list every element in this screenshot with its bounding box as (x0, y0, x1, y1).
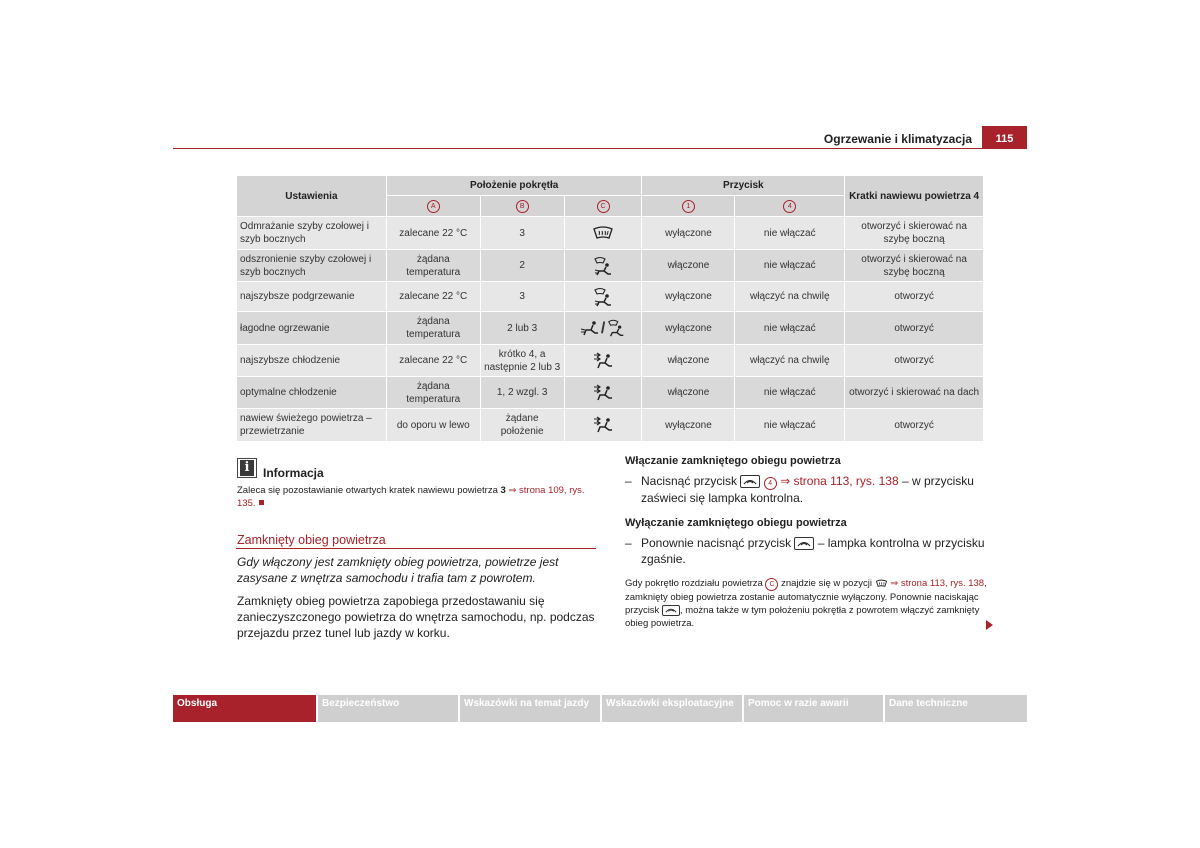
knob-b-value: żądane położenie (480, 409, 564, 442)
end-marker (259, 500, 264, 505)
row-label: najszybsze chłodzenie (237, 345, 387, 377)
footer-tab-dane-techniczne[interactable]: Dane techniczne (885, 695, 1027, 722)
knob-b-marker: B (516, 200, 529, 213)
table-row (237, 217, 984, 250)
footer-tab-wskazowki-jazdy[interactable]: Wskazówki na temat jazdy (460, 695, 600, 722)
knob-a-value: do oporu w lewo (386, 409, 480, 442)
upper-body-air-icon (592, 383, 614, 403)
row-label: nawiew świeżego powietrza – przewietrzanie (237, 409, 387, 442)
button-4-value: włączyć na chwilę (735, 345, 845, 377)
footer-tab-obsluga[interactable]: Obsługa (173, 695, 316, 722)
row-label: Odmrażanie szyby czołowej i szyb bocznych (237, 217, 387, 250)
table-row: łagodne ogrzewanie żądana temperatura 2 lub 3 / wyłączone nie włączać otworzyć (237, 312, 984, 345)
upper-body-air-icon (592, 351, 614, 371)
settings-table (236, 175, 984, 442)
page-header-title: Ogrzewanie i klimatyzacja (823, 132, 972, 146)
table-row (237, 345, 984, 377)
knob-b-value: 3 (480, 217, 564, 250)
table-row (237, 282, 984, 312)
table-row (237, 250, 984, 282)
knob-c-marker: C (597, 200, 610, 213)
windshield-and-feet-icon (606, 318, 626, 338)
vents-value: otworzyć (845, 345, 984, 377)
page-113-link[interactable]: ⇒ strona 113, rys. 138 (890, 578, 985, 589)
upper-body-air-icon (592, 415, 614, 435)
button-4-marker: 4 (783, 200, 796, 213)
enable-recirc-step: – Nacisnąć przycisk 4 ⇒ strona 113, rys. 138 – w przycisku zaświeci się lampka kontrolna. (625, 474, 974, 505)
section-title: Zamknięty obieg powietrza (237, 533, 386, 547)
th-pokretla: Położenie pokrętła (386, 176, 642, 196)
recirculation-button-icon (794, 537, 814, 550)
knob-a-value: żądana temperatura (386, 377, 480, 409)
windshield-defrost-icon (592, 225, 614, 241)
vents-value: otworzyć i skierować na dach (845, 377, 984, 409)
feet-air-icon (580, 318, 600, 338)
info-title: Informacja (263, 466, 324, 480)
header-rule (173, 148, 1027, 149)
table-row (237, 409, 984, 442)
recirculation-button-icon (740, 475, 760, 488)
button-4-value: nie włączać (735, 312, 845, 345)
button-4-marker: 4 (764, 477, 777, 490)
knob-b-value: 1, 2 wzgl. 3 (480, 377, 564, 409)
button-4-value: włączyć na chwilę (735, 282, 845, 312)
info-text: Zaleca się pozostawianie otwartych kratek nawiewu powietrza 3 ⇒ strona 109, rys. 135. (237, 485, 585, 509)
footer-tab-bezpieczenstwo[interactable]: Bezpieczeństwo (318, 695, 458, 722)
recirculation-button-icon (662, 605, 680, 616)
windshield-and-feet-icon (592, 287, 614, 307)
section-body: Zamknięty obieg powietrza zapobiega przedostawaniu się zanieczyszczonego powietrza do wnętrza samochodu, np. podczas przejazdu przez tunel lub jazdy w korku. (237, 594, 595, 640)
button-4-value: nie włączać (735, 217, 845, 250)
enable-recirc-title: Włączanie zamkniętego obiegu powietrza (625, 455, 841, 467)
knob-a-value: zalecane 22 °C (386, 345, 480, 377)
row-label: najszybsze podgrzewanie (237, 282, 387, 312)
row-label: odszronienie szyby czołowej i szyb bocznych (237, 250, 387, 282)
button-1-value: wyłączone (642, 217, 735, 250)
knob-a-value: żądana temperatura (386, 312, 480, 345)
disable-recirc-title: Wyłączanie zamkniętego obiegu powietrza (625, 517, 847, 529)
th-przycisk: Przycisk (642, 176, 845, 196)
th-ustawienia: Ustawienia (237, 176, 387, 217)
recirc-note: Gdy pokrętło rozdziału powietrza C znajdzie się w pozycji ⇒ strona 113, rys. 138, zamknięty obieg powietrza zostanie automatycznie wyłączony. Ponownie naciskając przycisk , można także w tym położeniu pokrętła z powrotem włączyć zamknięty obieg powietrza. (625, 578, 987, 629)
windshield-and-feet-icon (592, 256, 614, 276)
th-kratki: Kratki nawiewu powietrza 4 (845, 176, 984, 217)
vents-value: otworzyć (845, 282, 984, 312)
row-label: łagodne ogrzewanie (237, 312, 387, 345)
page-113-link[interactable]: ⇒ strona 113, rys. 138 (780, 474, 899, 488)
button-1-value: włączone (642, 250, 735, 282)
button-4-value: nie włączać (735, 250, 845, 282)
button-1-value: włączone (642, 377, 735, 409)
vents-value: otworzyć i skierować na szybę boczną (845, 217, 984, 250)
button-1-marker: 1 (682, 200, 695, 213)
knob-a-value: zalecane 22 °C (386, 217, 480, 250)
footer-tab-pomoc[interactable]: Pomoc w razie awarii (744, 695, 883, 722)
section-rule (236, 548, 596, 549)
section-intro: Gdy włączony jest zamknięty obieg powietrza, powietrze jest zasysane z wnętrza samochodu i trafia tam z powrotem. (237, 555, 559, 585)
button-1-value: włączone (642, 345, 735, 377)
knob-a-marker: A (427, 200, 440, 213)
table-row (237, 377, 984, 409)
page-number: 115 (982, 126, 1027, 149)
button-1-value: wyłączone (642, 409, 735, 442)
knob-b-value: 2 lub 3 (480, 312, 564, 345)
disable-recirc-step: – Ponownie nacisnąć przycisk – lampka kontrolna w przycisku zgaśnie. (625, 536, 985, 566)
knob-a-value: zalecane 22 °C (386, 282, 480, 312)
footer-tab-wskazowki-eksploatacyjne[interactable]: Wskazówki eksploatacyjne (602, 695, 742, 722)
button-1-value: wyłączone (642, 282, 735, 312)
button-4-value: nie włączać (735, 377, 845, 409)
vent-ref: 3 (500, 485, 506, 496)
vents-value: otworzyć (845, 409, 984, 442)
knob-b-value: 2 (480, 250, 564, 282)
info-icon: i (237, 458, 257, 478)
vents-value: otworzyć (845, 312, 984, 345)
knob-b-value: 3 (480, 282, 564, 312)
knob-b-value: krótko 4, a następnie 2 lub 3 (480, 345, 564, 377)
continue-arrow-icon (986, 620, 993, 630)
info-page-link[interactable]: ⇒ strona 109, rys. 135. (237, 485, 585, 509)
row-label: optymalne chłodzenie (237, 377, 387, 409)
button-4-value: nie włączać (735, 409, 845, 442)
windshield-defrost-icon (875, 579, 888, 588)
button-1-value: wyłączone (642, 312, 735, 345)
knob-c-marker: C (765, 578, 778, 591)
knob-a-value: żądana temperatura (386, 250, 480, 282)
vents-value: otworzyć i skierować na szybę boczną (845, 250, 984, 282)
